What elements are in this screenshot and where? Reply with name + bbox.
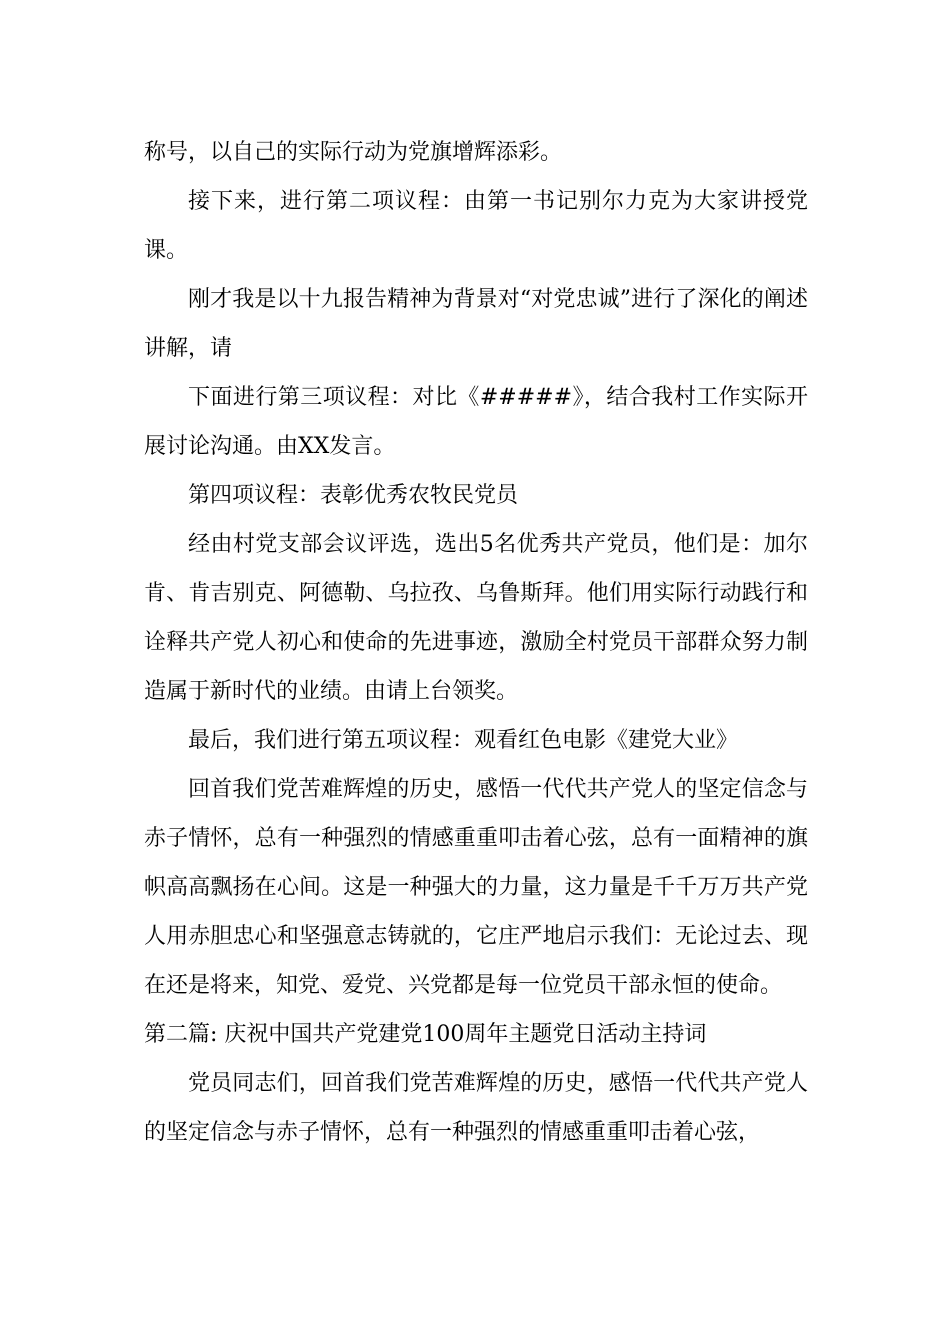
paragraph-3: 刚才我是以十九报告精神为背景对“对党忠诚”进行了深化的阐述讲解，请 [144, 287, 808, 361]
document-body [144, 128, 808, 1157]
section-heading: 第二篇: 庆祝中国共产党建党100周年主题党日活动主持词 [144, 1022, 707, 1047]
paragraph-6: 经由村党支部会议评选，选出5名优秀共产党员，他们是：加尔肯、肯吉别克、阿德勒、乌拉孜、乌鲁斯拜。他们用实际行动践行和诠释共产党人初心和使命的先进事迹，激励全村党员干部群众努力制造属于新时代的业绩。由请上台领奖。 [144, 532, 808, 704]
paragraph-9: 党员同志们，回首我们党苦难辉煌的历史，感悟一代代共产党人的坚定信念与赤子情怀，总有一种强烈的情感重重叩击着心弦， [144, 1071, 808, 1145]
paragraph-5: 第四项议程：表彰优秀农牧民党员 [188, 483, 519, 508]
paragraph-4: 下面进行第三项议程：对比《#####》，结合我村工作实际开展讨论沟通。由XX发言。 [144, 385, 808, 459]
paragraph-8: 回首我们党苦难辉煌的历史，感悟一代代共产党人的坚定信念与赤子情怀，总有一种强烈的情感重重叩击着心弦，总有一面精神的旗帜高高飘扬在心间。这是一种强大的力量，这力量是千千万万共产党人用赤胆忠心和坚强意志铸就的，它庄严地启示我们：无论过去、现在还是将来，知党、爱党、兴党都是每一位党员干部永恒的使命。 [144, 777, 808, 998]
paragraph-1: 称号，以自己的实际行动为党旗增辉添彩。 [144, 140, 563, 165]
paragraph-2: 接下来，进行第二项议程：由第一书记别尔力克为大家讲授党课。 [144, 189, 808, 263]
paragraph-7: 最后，我们进行第五项议程：观看红色电影《建党大业》 [188, 728, 739, 753]
